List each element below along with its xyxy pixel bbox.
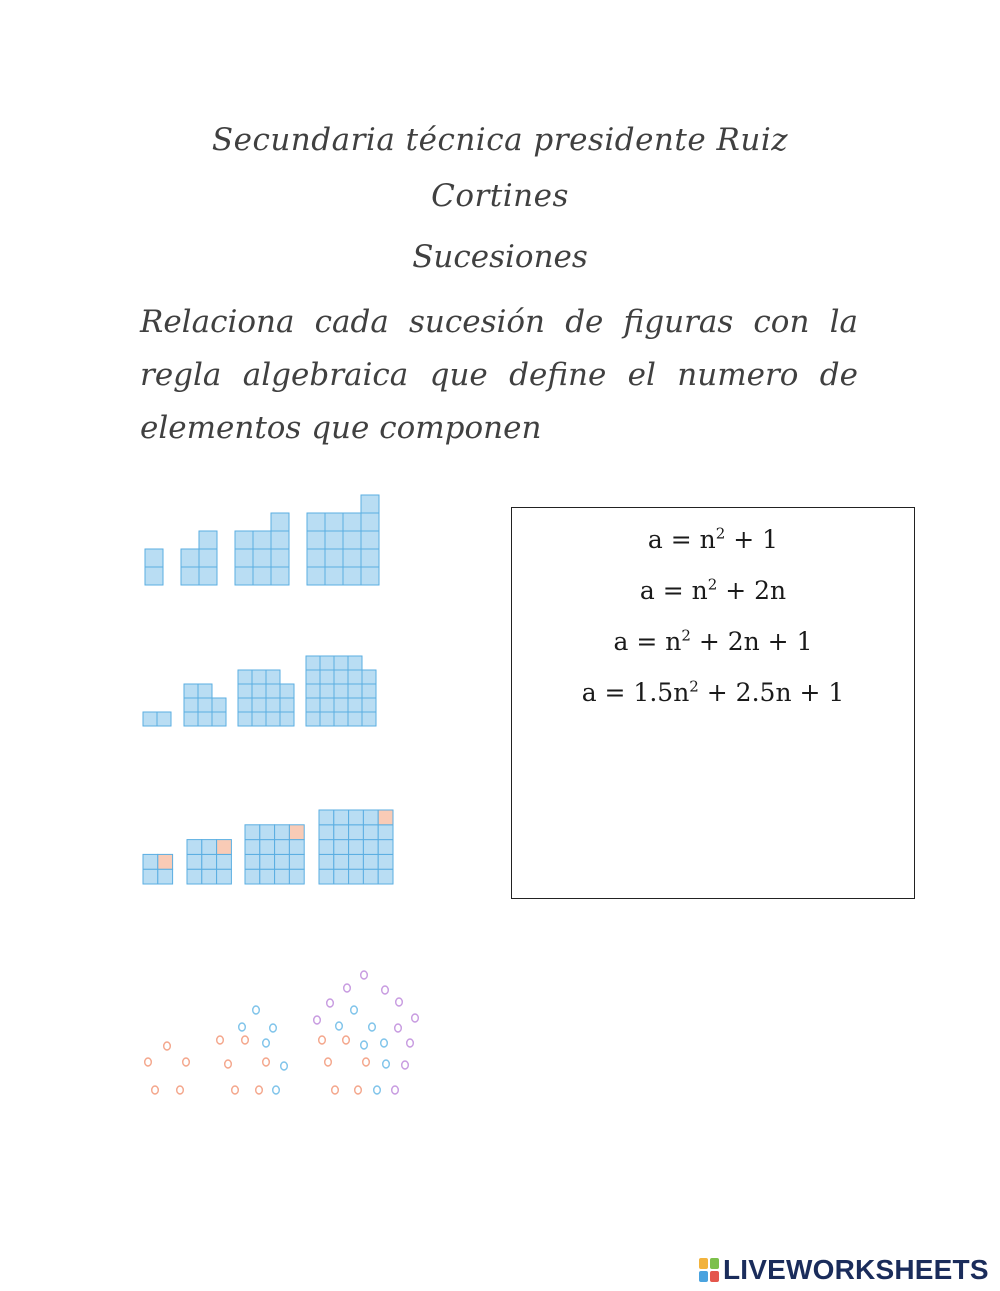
sequence-2-cell <box>266 712 280 726</box>
sequence-3-cell <box>334 810 349 825</box>
dot <box>152 1086 159 1094</box>
sequence-3-cell <box>275 825 290 840</box>
sequence-2-cell <box>362 684 376 698</box>
sequence-1-cell <box>361 531 379 549</box>
dot <box>351 1006 358 1014</box>
sequence-1-cell <box>271 531 289 549</box>
sequence-2-cell <box>362 670 376 684</box>
sequence-1-cell <box>307 513 325 531</box>
dot <box>164 1042 171 1050</box>
sequence-3-cell <box>363 825 378 840</box>
dot <box>383 1060 390 1068</box>
sequence-2-cell <box>348 712 362 726</box>
dot <box>336 1022 343 1030</box>
sequence-3-cell <box>245 825 260 840</box>
sequence-1-cell <box>361 513 379 531</box>
sequence-3-cell <box>289 825 304 840</box>
sequence-3-cell <box>158 869 173 884</box>
dot <box>381 1039 388 1047</box>
dot <box>239 1023 246 1031</box>
sequence-3-cell <box>319 854 334 869</box>
sequence-3-cell <box>143 854 158 869</box>
sequence-1-cell <box>271 567 289 585</box>
dot <box>407 1039 414 1047</box>
logo-block <box>710 1258 719 1269</box>
sequence-2-cell <box>306 656 320 670</box>
sequence-1-cell <box>253 549 271 567</box>
logo-block <box>699 1258 708 1269</box>
sequence-2-cell <box>306 670 320 684</box>
sequence-2-cell <box>320 670 334 684</box>
dot <box>396 998 403 1006</box>
sequence-2-cell <box>184 684 198 698</box>
sequence-2-cell <box>212 698 226 712</box>
sequence-3-cell <box>334 840 349 855</box>
sequence-1-cell <box>253 567 271 585</box>
figure-sequences <box>0 460 500 1140</box>
sequence-3-cell <box>187 869 202 884</box>
dot <box>327 999 334 1007</box>
dot <box>361 1041 368 1049</box>
sequence-3-cell <box>319 840 334 855</box>
sequence-3-cell <box>378 825 393 840</box>
sequence-2-cell <box>143 712 157 726</box>
sequence-3-cell <box>378 840 393 855</box>
dot <box>263 1058 270 1066</box>
sequence-3-cell <box>378 854 393 869</box>
sequence-3-cell <box>378 810 393 825</box>
dot <box>314 1016 321 1024</box>
dot <box>217 1036 224 1044</box>
sequence-1-cell <box>235 549 253 567</box>
sequence-2-cell <box>320 656 334 670</box>
sequence-2-cell <box>280 684 294 698</box>
dot <box>355 1086 362 1094</box>
sequence-3-cell <box>245 869 260 884</box>
sequence-2-cell <box>334 712 348 726</box>
sequence-1-cell <box>199 531 217 549</box>
sequence-2-cell <box>266 698 280 712</box>
sequence-2-cell <box>266 684 280 698</box>
dot <box>281 1062 288 1070</box>
formula-option-3[interactable]: $a = n^2 + 2n + 1$ <box>613 626 813 656</box>
sequence-2-cell <box>252 698 266 712</box>
sequence-2-cell <box>252 670 266 684</box>
logo-text: LIVEWORKSHEETS <box>723 1254 989 1285</box>
sequence-3-cell <box>260 825 275 840</box>
sequence-3-cell <box>349 840 364 855</box>
sequence-1-cell <box>361 567 379 585</box>
dot <box>361 971 368 979</box>
sequence-2-cell <box>320 698 334 712</box>
sequence-1-cell <box>199 567 217 585</box>
sequence-3-cell <box>245 840 260 855</box>
sequence-1-cell <box>235 531 253 549</box>
sequence-2-cell <box>198 684 212 698</box>
sequence-3-cell <box>334 869 349 884</box>
sequence-2-cell <box>184 712 198 726</box>
sequence-1-cell <box>271 513 289 531</box>
logo-blocks-icon <box>698 1257 720 1283</box>
sequence-3-cell <box>349 825 364 840</box>
dot <box>242 1036 249 1044</box>
sequence-3-cell <box>260 869 275 884</box>
sequence-2-stepped-blocks <box>143 656 376 726</box>
sequence-3-cell <box>202 840 217 855</box>
sequence-3-cell <box>319 810 334 825</box>
sequence-3-cell <box>245 854 260 869</box>
sequence-2-cell <box>306 712 320 726</box>
sequence-3-cell <box>378 869 393 884</box>
dot <box>145 1058 152 1066</box>
sequence-3-cell <box>289 869 304 884</box>
school-title-line2: Cortines <box>431 178 569 214</box>
formula-option-4[interactable]: $a = 1.5n^2 + 2.5n + 1$ <box>581 677 845 707</box>
sequence-2-cell <box>238 684 252 698</box>
sequence-3-cell <box>158 854 173 869</box>
sequence-3-cell <box>275 854 290 869</box>
sequence-3-cell <box>143 869 158 884</box>
sequence-1-cell <box>181 549 199 567</box>
topic-title: Sucesiones <box>412 239 588 275</box>
sequence-2-cell <box>212 712 226 726</box>
sequence-3-cell <box>202 869 217 884</box>
dot <box>412 1014 419 1022</box>
sequence-2-cell <box>348 684 362 698</box>
sequence-1-cell <box>343 567 361 585</box>
sequence-2-cell <box>198 698 212 712</box>
formula-option-1[interactable]: $a = n^2 + 1$ <box>647 524 779 554</box>
sequence-2-cell <box>334 656 348 670</box>
sequence-1-cell <box>343 549 361 567</box>
dot <box>382 986 389 994</box>
sequence-2-cell <box>362 712 376 726</box>
sequence-1-stepped-columns <box>145 495 379 585</box>
sequence-1-cell <box>307 567 325 585</box>
sequence-2-cell <box>266 670 280 684</box>
dot <box>256 1086 263 1094</box>
sequence-2-cell <box>280 698 294 712</box>
dot <box>253 1006 260 1014</box>
sequence-2-cell <box>238 712 252 726</box>
formula-drop-box[interactable] <box>511 507 915 899</box>
dot <box>374 1086 381 1094</box>
sequence-2-cell <box>198 712 212 726</box>
dot <box>232 1086 239 1094</box>
dot <box>343 1036 350 1044</box>
sequence-3-cell <box>217 869 232 884</box>
sequence-3-cell <box>202 854 217 869</box>
sequence-1-cell <box>343 531 361 549</box>
sequence-3-cell <box>334 854 349 869</box>
dot <box>319 1036 326 1044</box>
sequence-3-squares-with-corner <box>143 810 393 884</box>
sequence-2-cell <box>252 684 266 698</box>
sequence-3-cell <box>289 854 304 869</box>
dot <box>183 1058 190 1066</box>
sequence-1-cell <box>361 495 379 513</box>
sequence-3-cell <box>217 854 232 869</box>
sequence-1-cell <box>307 531 325 549</box>
sequence-3-cell <box>363 869 378 884</box>
dot <box>395 1024 402 1032</box>
sequence-1-cell <box>145 567 163 585</box>
instruction-text: Relaciona cada sucesión de figuras con la regla algebraica que define el numero de elementos que componen <box>140 304 858 446</box>
dot <box>270 1024 277 1032</box>
dot <box>392 1086 399 1094</box>
sequence-2-cell <box>348 656 362 670</box>
sequence-2-cell <box>334 698 348 712</box>
dot <box>177 1086 184 1094</box>
school-title <box>150 112 850 224</box>
sequence-3-cell <box>363 854 378 869</box>
formula-option-2[interactable]: $a = n^2 + 2n$ <box>639 575 787 605</box>
sequence-3-cell <box>334 825 349 840</box>
sequence-1-cell <box>325 531 343 549</box>
sequence-2-cell <box>334 670 348 684</box>
sequence-1-cell <box>235 567 253 585</box>
sequence-2-cell <box>252 712 266 726</box>
sequence-1-cell <box>307 549 325 567</box>
sequence-2-cell <box>306 698 320 712</box>
sequence-1-cell <box>253 531 271 549</box>
sequence-2-cell <box>306 684 320 698</box>
sequence-2-cell <box>280 712 294 726</box>
sequence-2-cell <box>320 712 334 726</box>
sequence-3-cell <box>289 840 304 855</box>
liveworksheets-logo <box>698 1253 989 1287</box>
sequence-2-cell <box>184 698 198 712</box>
dot <box>363 1058 370 1066</box>
sequence-3-cell <box>275 840 290 855</box>
sequence-1-cell <box>271 549 289 567</box>
dot <box>273 1086 280 1094</box>
sequence-2-cell <box>362 698 376 712</box>
logo-block <box>710 1271 719 1282</box>
logo-block <box>699 1271 708 1282</box>
dot <box>402 1061 409 1069</box>
sequence-3-cell <box>319 869 334 884</box>
sequence-3-cell <box>349 869 364 884</box>
sequence-1-cell <box>181 567 199 585</box>
sequence-3-cell <box>275 869 290 884</box>
sequence-3-cell <box>363 810 378 825</box>
sequence-4-dot-triangles <box>145 971 419 1094</box>
dot <box>225 1060 232 1068</box>
sequence-1-cell <box>325 549 343 567</box>
sequence-1-cell <box>199 549 217 567</box>
sequence-3-cell <box>260 840 275 855</box>
dot <box>344 984 351 992</box>
sequence-3-cell <box>363 840 378 855</box>
sequence-1-cell <box>145 549 163 567</box>
sequence-3-cell <box>187 840 202 855</box>
sequence-2-cell <box>238 670 252 684</box>
sequence-3-cell <box>187 854 202 869</box>
sequence-2-cell <box>157 712 171 726</box>
sequence-3-cell <box>217 840 232 855</box>
school-title-line1: Secundaria técnica presidente Ruiz <box>211 122 789 158</box>
sequence-2-cell <box>348 698 362 712</box>
sequence-1-cell <box>325 513 343 531</box>
dot <box>369 1023 376 1031</box>
dot <box>325 1058 332 1066</box>
sequence-2-cell <box>348 670 362 684</box>
sequence-3-cell <box>260 854 275 869</box>
sequence-3-cell <box>319 825 334 840</box>
sequence-2-cell <box>320 684 334 698</box>
sequence-1-cell <box>361 549 379 567</box>
sequence-2-cell <box>334 684 348 698</box>
sequence-2-cell <box>238 698 252 712</box>
sequence-1-cell <box>343 513 361 531</box>
dot <box>332 1086 339 1094</box>
sequence-1-cell <box>325 567 343 585</box>
sequence-3-cell <box>349 810 364 825</box>
sequence-3-cell <box>349 854 364 869</box>
dot <box>263 1039 270 1047</box>
